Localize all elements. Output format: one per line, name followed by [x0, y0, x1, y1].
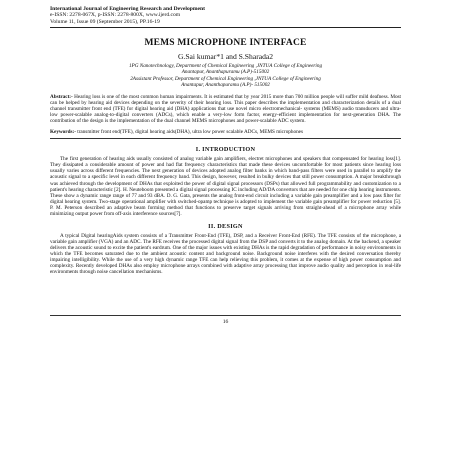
affiliation-2-address: Anantapur, Ananthapuramu (A.P)- 515002 [181, 81, 270, 88]
journal-volume: Volume 11, Issue 09 (September 2015), PP.16-19 [50, 18, 160, 25]
section-heading-design: II. DESIGN [208, 222, 243, 230]
paper-authors: G.Sai kumar*1 and S.Sharada2 [177, 52, 274, 62]
design-paragraph: A typical Digital hearingAids system consists of a Transmitter Front-End (TFE), DSP, and a Receiver Front-End (RFE). The TFE consists of the microphone, a variable gain amplifier (VGA) and an ADC. The RFE receives the processed digital signal from the DSP and converts it to the analog domain. At the backend, a speaker delivers the acoustic sound to excite the patient's eardrum. One of the major issues with existing DHAs is the rapid degradation of performance in noisy environments in which the TFE becomes saturated due to the ambient acoustic content and background noise. Background noise interferes with the desired conversation thereby impairing intelligibility. While the use of a very high dynamic range TFE can help relieving this problem, it comes at the expense of high power consumption and complexity. Recently developed DHAs also employ microphone arrays combined with adaptive array processing that improve audio quality and perception in real-life environments through noise cancellation mechanisms. [50, 232, 401, 276]
keywords-rule [50, 138, 401, 139]
keywords-text: transmitter front end(TFE), digital hearing aids(DHA), ultra low power scalable ADCs, MEMS microphones [77, 129, 303, 136]
affiliation-2: 2Assistant Professor, Department of Chemical Engineering ,JNTUA College of Engineering [130, 75, 321, 82]
keywords-label: Keywords:- [50, 129, 76, 136]
section-heading-introduction: I. INTRODUCTION [195, 146, 256, 154]
affiliation-1: 1PG Nanotechnology, Department of Chemical Engineering ,JNTUA College of Engineering [128, 63, 323, 70]
footer-rule [50, 315, 401, 316]
journal-issn: e-ISSN: 2278-067X, p-ISSN: 2278-800X, www.ijerd.com [50, 12, 181, 19]
keywords [50, 129, 401, 135]
header-rule [50, 27, 401, 28]
introduction-paragraph: The first generation of hearing aids usually consisted of analog variable gain amplifiers, electret microphones and speakers that compensated for hearing loss[1]. They dissipated a considerable amount of power and had flat frequency characteristics that made these devices uncomfortable for most patients since hearing loss usually varies across different frequencies. The next generation of devices adopted analog filter banks in which band-pass filters were used in parallel to amplify the acoustic signal to a specific level in each different frequency band. This design, however, resulted in bulky devices that still power consumption. A major breakthrough was achieved through the development of DHAs that exploited the power of digital signal processors (DSPs) that allowed full programmability and customization to a patient's hearing characteristic [2]. H. Neuteboom presented a digital signal processing IC including AD/DA convertors that are needed for one chip hearing instruments. These show a dynamic range range of 77 and 93 dBA. D. G. Gata, presents the analog front-end circuit including a variable gain preamplifier and a low pass filter for digital hearing system. Two-stage operational amplifier with switched-opamp technique is adopted to implement the variable gain preamplifier for power reduction [5]. P. M. Peterson described an adaptive beam forming method that functions to preserve target signals arriving from straight-ahead of a microphone array while minimizing output power from off-axis interference sources[7]. [50, 156, 401, 217]
affiliation-1-address: Anantapur, Ananthapuramu (A.P)-515002 [181, 69, 270, 76]
abstract-text: Hearing loss is one of the most common human impairments. It is estimated that by year 2015 more than 700 million people will suffer mild deafness. Most can be helped by hearing aid devices depending on the severity of their hearing loss. This paper describes the implementation and characterization details of a dual channel transmitter front end (TFE) for digital hearing aid (DHA) applications that use novel micro electromechanical- systems (MEMS) audio transducers and ultra-low power-scalable analog-to-digital converters (ADCs), which enable a very-low form factor, energy-efficient implementation for next-generation DHA. The contribution of the design is the implementation of the dual channel MEMS microphones and power-scalable ADC system. [50, 94, 401, 125]
page-number: 16 [222, 319, 229, 326]
abstract [50, 94, 401, 124]
journal-header [50, 6, 401, 25]
journal-title: International Journal of Engineering Research and Development [50, 6, 205, 12]
paper-title: MEMS MICROPHONE INTERFACE [144, 38, 307, 49]
abstract-label: Abstract:- [50, 94, 73, 101]
